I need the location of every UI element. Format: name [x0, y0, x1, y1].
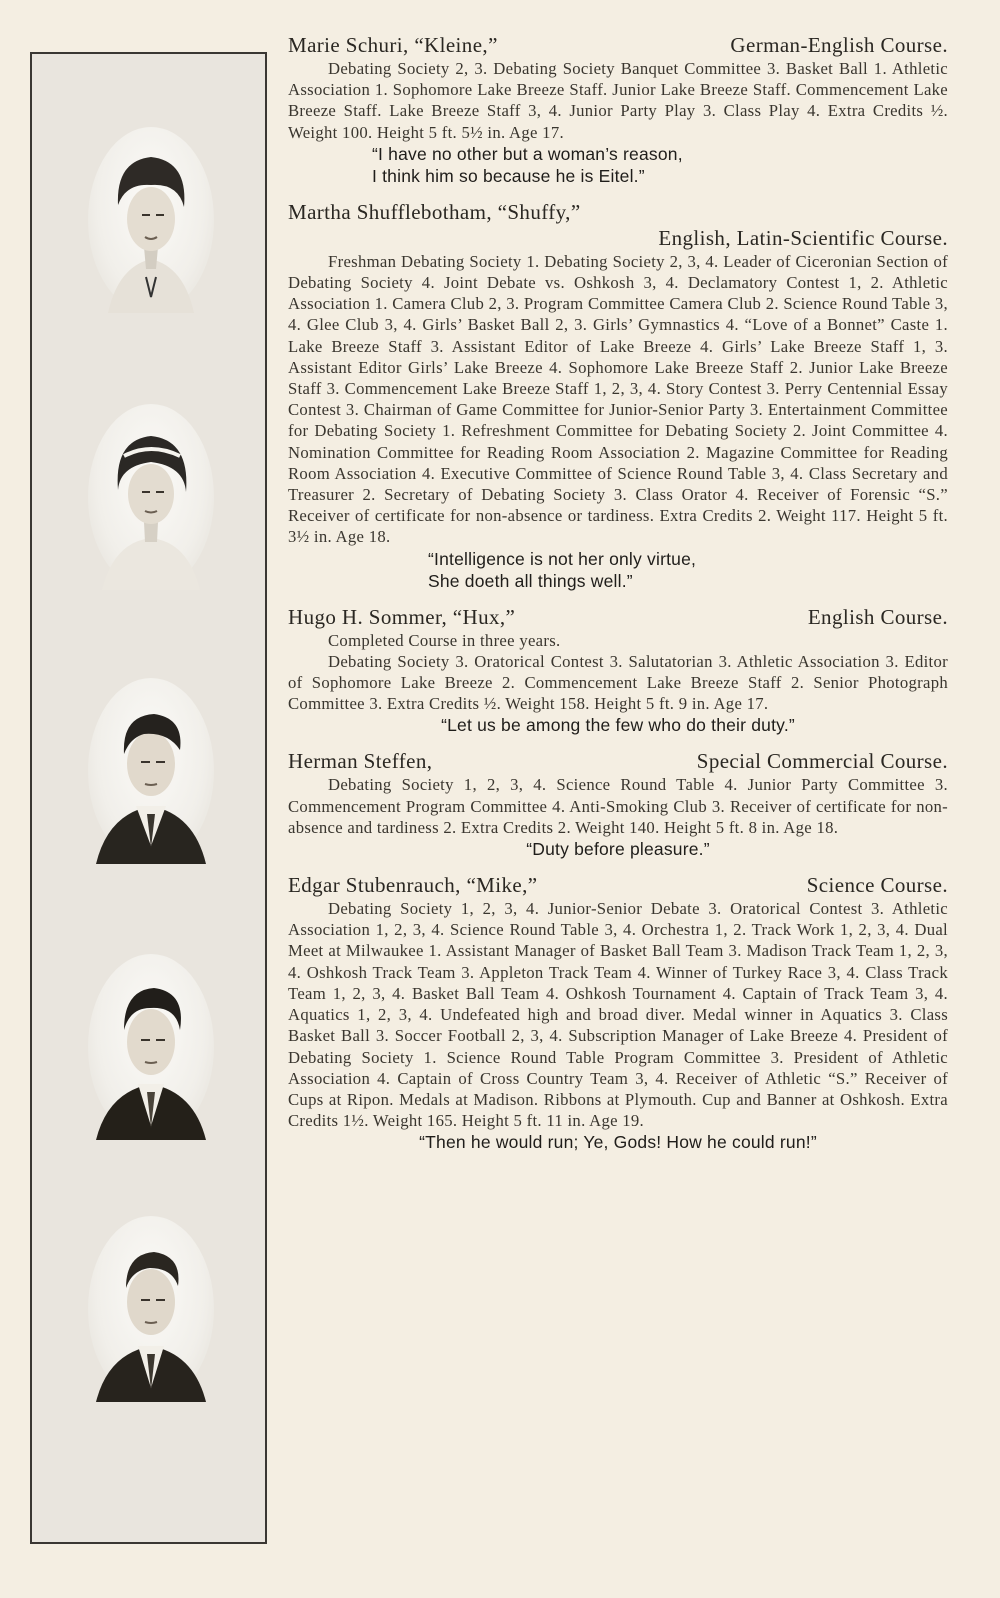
course-name: German-English Course. — [730, 33, 948, 57]
entry-heading — [288, 199, 948, 251]
male-portrait-illustration — [88, 954, 214, 1140]
quote-line: “Then he would run; Ye, Gods! How he could run!” — [419, 1132, 817, 1153]
entry-martha-shufflebotham — [288, 199, 948, 592]
entry-herman-steffen — [288, 748, 948, 860]
activity-record: Debating Society 1, 2, 3, 4. Junior-Senior Debate 3. Oratorical Contest 3. Athletic Association 1, 2, 3, 4. Science Round Table 3, 4. Orchestra 1, 2. Track Work 1, 2, 3, 4. Dual Meet at Milwaukee 1. Assistant Manager of Basket Ball Team 3. Madison Track Team 1, 2, 3, 4. Oshkosh Track Team 3. Appleton Track Team 4. Winner of Turkey Race 3, 4. Class Track Team 1, 2, 3, 4. Basket Ball Team 4. Oshkosh Tournament 4. Captain of Track Team 3, 4. Aquatics 1, 2, 3, 4. Undefeated high and broad diver. Medal winner in Aquatics 3. Class Basket Ball 3. Soccer Football 2, 3, 4. Subscription Manager of Lake Breeze 4. President of Debating Society 1. Science Round Table Program Committee 3. President of Athletic Association 4. Captain of Cross Country Team 3, 4. Receiver of Athletic “S.” Receiver of Cups at Ripon. Medals at Madison. Ribbons at Plymouth. Cup and Banner at Oshkosh. Extra Credits 1½. Weight 165. Height 5 ft. 11 in. Age 19. — [288, 899, 948, 1131]
class-quote — [288, 714, 948, 736]
activity-record: Debating Society 3. Oratorical Contest 3. Salutatorian 3. Athletic Association 3. Editor of Sophomore Lake Breeze 2. Commencement Lake Breeze Staff 2. Senior Photograph Committee 3. Extra Credits ½. Weight 158. Height 5 ft. 9 in. Age 17. — [288, 651, 948, 714]
quote-line: “Duty before pleasure.” — [526, 839, 710, 860]
entry-marie-schuri — [288, 32, 948, 187]
quote-line: “I have no other but a woman’s reason, — [372, 143, 683, 164]
portrait-edgar-stubenrauch — [88, 1216, 214, 1402]
entry-edgar-stubenrauch — [288, 872, 948, 1153]
male-portrait-illustration — [88, 1216, 214, 1402]
student-name: Hugo H. Sommer, “Hux,” — [288, 604, 516, 629]
student-name: Martha Shufflebotham, “Shuffy,” — [288, 199, 581, 224]
course-name: English, Latin-Scientific Course. — [658, 225, 948, 250]
class-quote — [288, 1131, 948, 1153]
entry-hugo-sommer — [288, 604, 948, 737]
quote-line: “Intelligence is not her only virtue, — [428, 548, 697, 569]
portrait-martha-shufflebotham — [88, 404, 214, 590]
course-name: English Course. — [807, 604, 948, 629]
portrait-herman-steffen — [88, 954, 214, 1140]
student-name: Edgar Stubenrauch, “Mike,” — [288, 873, 538, 898]
course-name: Science Course. — [806, 873, 948, 898]
class-quote — [288, 838, 948, 860]
activity-record: Freshman Debating Society 1. Debating Society 2, 3, 4. Leader of Ciceronian Section of Debating Society 4. Joint Debate vs. Oshkosh 3, 4. Declamatory Contest 1, 2. Athletic Association 1. Camera Club 2, 3. Program Committee Camera Club 2. Science Round Table 3, 4. Glee Club 3, 4. Girls’ Basket Ball 2, 3. Girls’ Gymnastics 4. “Love of a Bonnet” Caste 1. Lake Breeze Staff 3. Assistant Editor of Lake Breeze 4. Girls’ Lake Breeze Staff 1, 3. Assistant Editor Girls’ Lake Breeze 4. Sophomore Lake Breeze Staff 2. Junior Lake Breeze Staff 3. Commencement Lake Breeze Staff 1, 2, 3, 4. Story Contest 3. Perry Centennial Essay Contest 3. Chairman of Game Committee for Junior-Senior Party 3. Entertainment Committee for Debating Society 1. Refreshment Committee for Debating Society 2. Joint Committee 4. Nomination Committee for Reading Room Association 2. Magazine Committee for Reading Room Association 4. Executive Committee of Science Round Table 3, 4. Class Secretary and Treasurer 2. Secretary of Debating Society 3. Class Orator 4. Receiver of Forensic “S.” Receiver of certificate for non-absence or tardiness. Extra Credits 2. Weight 117. Height 5 ft. 3½ in. Age 18. — [288, 251, 948, 547]
activity-record: Debating Society 2, 3. Debating Society Banquet Committee 3. Basket Ball 1. Athletic Association 1. Sophomore Lake Breeze Staff. Junior Lake Breeze Staff. Commencement Lake Breeze Staff. Lake Breeze Staff 3, 4. Junior Party Play 3. Class Play 4. Extra Credits ½. Weight 100. Height 5 ft. 5½ in. Age 17. — [288, 59, 948, 142]
quote-line: I think him so because he is Eitel.” — [372, 165, 645, 186]
course-name: Special Commercial Course. — [696, 749, 948, 774]
portrait-marie-schuri — [88, 127, 214, 313]
quote-line: She doeth all things well.” — [428, 570, 633, 591]
entry-heading — [288, 604, 948, 630]
quote-line: “Let us be among the few who do their duty.” — [441, 715, 795, 736]
senior-entries — [288, 32, 948, 1165]
student-name: Marie Schuri, “Kleine,” — [288, 33, 498, 57]
portrait-column — [30, 52, 267, 1544]
entry-heading — [288, 872, 948, 898]
class-quote — [288, 143, 948, 187]
entry-heading — [288, 748, 948, 774]
male-portrait-illustration — [88, 678, 214, 864]
activity-record: Debating Society 1, 2, 3, 4. Science Round Table 4. Junior Party Committee 3. Commencement Program Committee 4. Anti-Smoking Club 3. Receiver of certificate for non-absence and tardiness 2. Extra Credits 2. Weight 140. Height 5 ft. 8 in. Age 18. — [288, 775, 948, 837]
entry-heading — [288, 32, 948, 58]
female-portrait-illustration — [88, 404, 214, 590]
student-name: Herman Steffen, — [288, 749, 433, 774]
portrait-hugo-sommer — [88, 678, 214, 864]
course-note: Completed Course in three years. — [328, 630, 561, 650]
female-portrait-illustration — [88, 127, 214, 313]
class-quote — [288, 548, 948, 592]
